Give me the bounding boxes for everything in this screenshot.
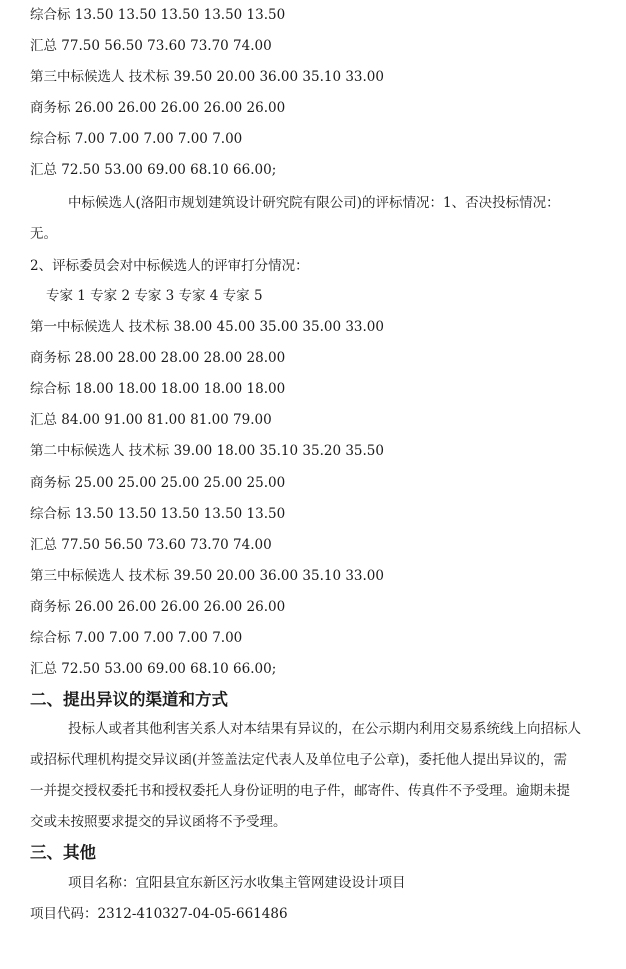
expert-header: 专家 1 专家 2 专家 3 专家 4 专家 5	[46, 288, 263, 304]
scoring-title: 2、评标委员会对中标候选人的评审打分情况：	[30, 258, 309, 274]
score-line: 综合标 7.00 7.00 7.00 7.00 7.00	[30, 630, 243, 646]
section-heading-objection: 二、提出异议的渠道和方式	[30, 690, 228, 709]
score-line: 综合标 18.00 18.00 18.00 18.00 18.00	[30, 381, 286, 397]
score-line: 商务标 25.00 25.00 25.00 25.00 25.00	[30, 475, 286, 491]
score-line: 汇总 77.50 56.50 73.60 73.70 74.00	[30, 537, 272, 553]
score-line: 商务标 26.00 26.00 26.00 26.00 26.00	[30, 599, 286, 615]
objection-paragraph: 或招标代理机构提交异议函(并签盖法定代表人及单位电子公章)，委托他人提出异议的，需	[30, 752, 568, 768]
score-line: 商务标 26.00 26.00 26.00 26.00 26.00	[30, 100, 286, 116]
objection-paragraph: 一并提交授权委托书和授权委托人身份证明的电子件，邮寄件、传真件不予受理。逾期未提	[30, 783, 570, 799]
score-line: 汇总 84.00 91.00 81.00 81.00 79.00	[30, 412, 272, 428]
score-line: 综合标 7.00 7.00 7.00 7.00 7.00	[30, 131, 243, 147]
project-name: 项目名称：宜阳县宜东新区污水收集主管网建设设计项目	[68, 875, 406, 891]
score-line: 综合标 13.50 13.50 13.50 13.50 13.50	[30, 506, 286, 522]
objection-paragraph: 交或未按照要求提交的异议函将不予受理。	[30, 814, 287, 830]
evaluation-intro: 中标候选人(洛阳市规划建筑设计研究院有限公司)的评标情况：1、否决投标情况：	[68, 195, 560, 211]
score-line: 商务标 28.00 28.00 28.00 28.00 28.00	[30, 350, 286, 366]
score-line: 汇总 77.50 56.50 73.60 73.70 74.00	[30, 38, 272, 54]
score-line: 综合标 13.50 13.50 13.50 13.50 13.50	[30, 7, 286, 23]
objection-paragraph: 投标人或者其他利害关系人对本结果有异议的，在公示期内利用交易系统线上向招标人	[68, 721, 581, 737]
score-line: 汇总 72.50 53.00 69.00 68.10 66.00;	[30, 661, 277, 677]
evaluation-intro-cont: 无。	[30, 226, 57, 242]
score-line: 第二中标候选人 技术标 39.00 18.00 35.10 35.20 35.50	[30, 443, 384, 459]
score-line: 第一中标候选人 技术标 38.00 45.00 35.00 35.00 33.00	[30, 319, 384, 335]
score-line: 第三中标候选人 技术标 39.50 20.00 36.00 35.10 33.00	[30, 568, 384, 584]
section-heading-other: 三、其他	[30, 843, 96, 862]
project-code: 项目代码：2312-410327-04-05-661486	[30, 906, 288, 922]
score-line: 第三中标候选人 技术标 39.50 20.00 36.00 35.10 33.00	[30, 69, 384, 85]
score-line: 汇总 72.50 53.00 69.00 68.10 66.00;	[30, 162, 277, 178]
